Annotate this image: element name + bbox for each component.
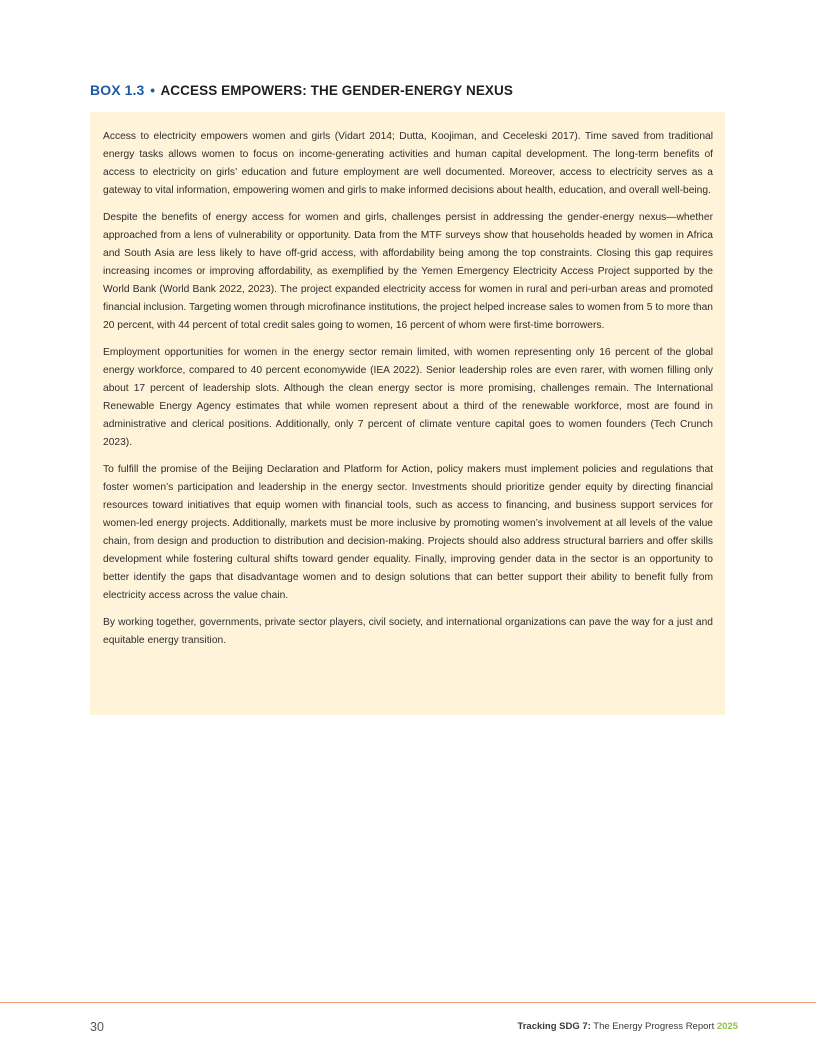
box-label: BOX 1.3 [90,82,145,98]
report-year: 2025 [716,1021,738,1032]
box-paragraph-3: Employment opportunities for women in the energy sector remain limited, with women representing only 16 percent of the global energy workforce, compared to 40 percent economywide (IEA 2022). Senior leadership roles are even rarer, with women filling only about 17 percent of leadership slots. Although the clean energy sector is more promising, challenges remain. The International Renewable Energy Agency estimates that while women represent about a third of the renewable workforce, most are found in administrative and clerical positions. Additionally, only 7 percent of climate venture capital goes to women founders (Tech Crunch 2023). [103,347,713,448]
box-paragraph-4: To fulfill the promise of the Beijing Declaration and Platform for Action, policy makers must implement policies and regulations that foster women’s participation and leadership in the energy sector. Investments should prioritize gender equity by directing financial resources toward initiatives that equip women with financial tools, such as access to financing, and business support services for women-led energy projects. Additionally, markets must be more inclusive by promoting women’s involvement at all levels of the value chain, from design and production to distribution and decision-making. Projects should also address structural barriers and offer skills development while fostering cultural shifts toward gender equality. Finally, improving gender data in the sector is an opportunity to better identify the gaps that disadvantage women and to design solutions that can better support their ability to benefit fully from electricity access across the value chain. [103,464,713,601]
box-panel [90,112,725,715]
page-number: 30 [90,1020,104,1034]
footer-divider [0,1002,816,1003]
box-paragraph-2: Despite the benefits of energy access for women and girls, challenges persist in addressing the gender-energy nexus—whether approached from a lens of vulnerability or opportunity. Data from the MTF surveys show that households headed by women in Africa and South Asia are less likely to have off-grid access, with affordability being among the top constraints. Closing this gap requires increasing incomes or improving affordability, as exemplified by the Yemen Emergency Electricity Access Project supported by the World Bank (World Bank 2022, 2023). The project expanded electricity access for women in rural and peri-urban areas and promoted financial inclusion. Targeting women through microfinance institutions, the project helped increase sales to women from 5 to more than 20 percent, with 44 percent of total credit sales going to women, 16 percent of whom were first-time borrowers. [103,212,713,331]
box-title: ACCESS EMPOWERS: THE GENDER-ENERGY NEXUS [160,83,513,98]
box-paragraph-1: Access to electricity empowers women and girls (Vidart 2014; Dutta, Koojiman, and Ceceleski 2017). Time saved from traditional energy tasks allows women to focus on income-generating activities and human capital development. The long-term benefits of access to electricity on girls’ education and future employment are well documented. Moreover, access to electricity serves as a gateway to vital information, empowering women and girls to make informed decisions about health, education, and overall well-being. [103,131,713,196]
report-title-strong: Tracking SDG 7: [517,1021,591,1032]
box-label-bullet: • [150,83,156,98]
box-heading [90,82,730,98]
box-paragraph-5: By working together, governments, private sector players, civil society, and international organizations can pave the way for a just and equitable energy transition. [103,617,713,646]
report-title [517,1021,738,1032]
report-title-rest: The Energy Progress Report [590,1021,717,1032]
